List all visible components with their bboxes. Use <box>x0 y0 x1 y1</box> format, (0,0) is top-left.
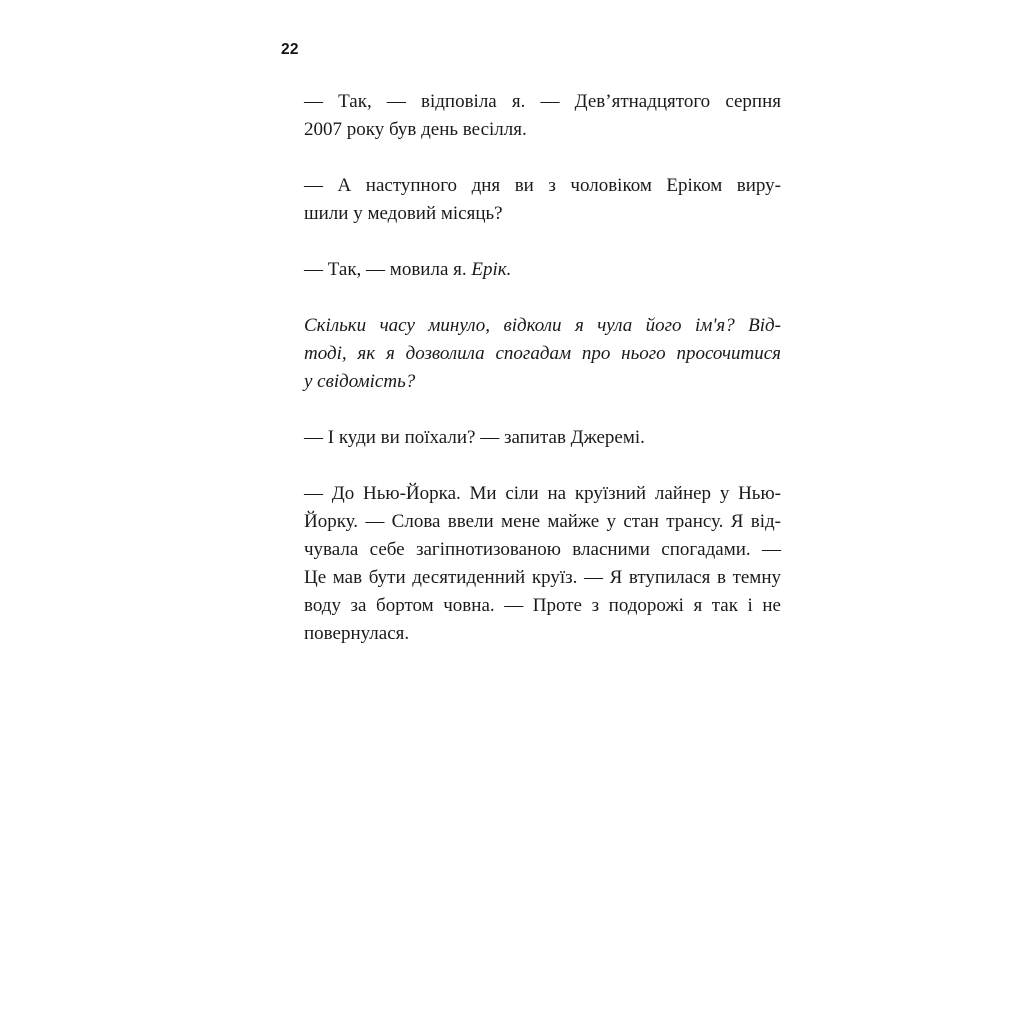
text-line <box>281 256 781 284</box>
text-line: Скільки часу минуло, відколи я чула його ім'я? Від- <box>304 315 781 336</box>
text-line: 2007 року був день весілля. <box>304 119 527 140</box>
text-line: — І куди ви поїхали? — запитав Джеремі. <box>304 427 645 448</box>
text-line: Це мав бути десятиденний круїз. — Я втупилася в темну <box>304 567 781 588</box>
text-line: у свідомість? <box>304 371 416 392</box>
text-line: чувала себе загіпнотизованою власними спогадами. — <box>304 539 781 560</box>
text-line: тоді, як я дозволила спогадам про нього просочитися <box>304 343 781 364</box>
text-line: повернулася. <box>304 623 410 644</box>
paragraph <box>281 256 781 312</box>
text-line: шили у медовий місяць? <box>304 203 503 224</box>
text-line: — До Нью-Йорка. Ми сіли на круїзний лайнер у Нью- <box>304 483 781 504</box>
paragraph <box>281 172 781 256</box>
text-line: воду за бортом човна. — Проте з подорожі я так і не <box>304 595 781 616</box>
paragraph <box>281 312 781 424</box>
text-line: Йорку. — Слова ввели мене майже у стан трансу. Я від- <box>304 511 781 532</box>
paragraph <box>281 88 781 172</box>
paragraph <box>281 424 781 480</box>
text-line: — А наступного дня ви з чоловіком Еріком виру- <box>304 175 781 196</box>
text-run-italic: Ерік. <box>471 259 512 280</box>
text-line: — Так, — відповіла я. — Дев’ятнадцятого серпня <box>304 91 781 112</box>
paragraph <box>281 480 781 676</box>
body-text <box>281 88 781 676</box>
page-number: 22 <box>281 41 299 58</box>
text-run: — Так, — мовила я. <box>304 259 472 280</box>
